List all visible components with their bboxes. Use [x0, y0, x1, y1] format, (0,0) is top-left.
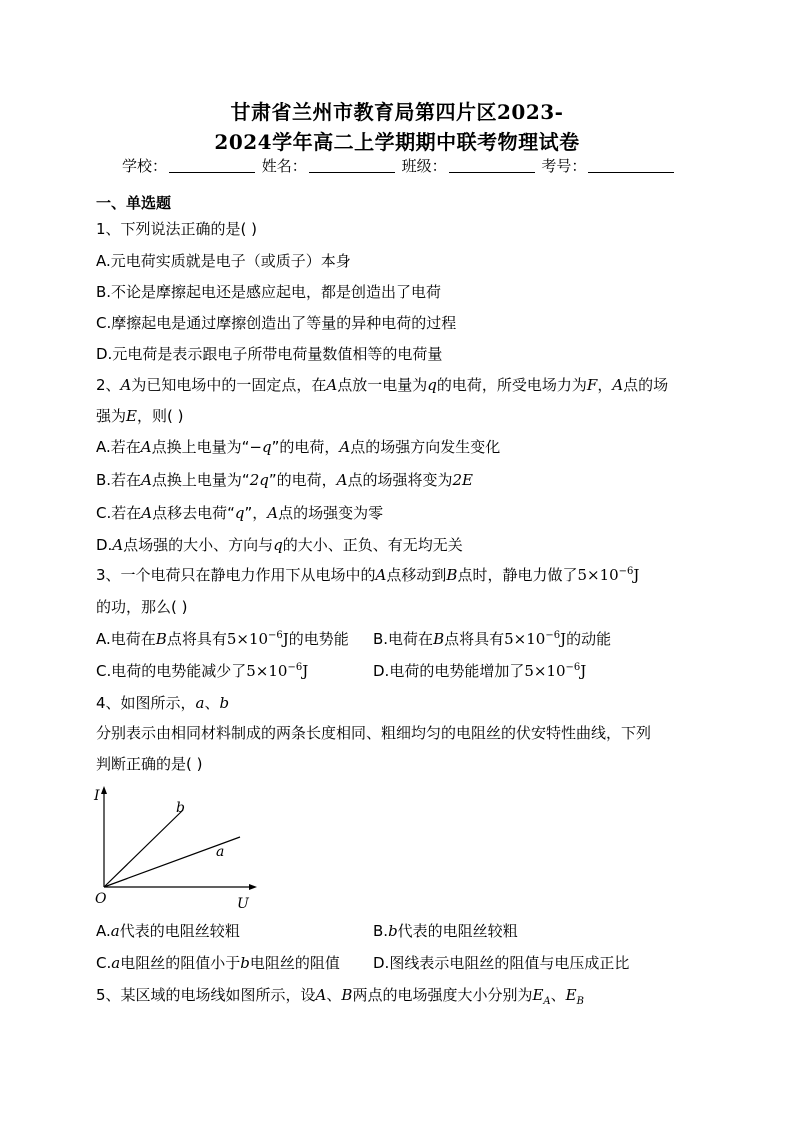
q5-stem-line-1: 5、某区域的电场线如图所示，设A、B两点的电场强度大小分别为$E_A$、$E_B$: [96, 986, 584, 1007]
q3-option-c: C.电荷的电势能减少了$5\times 10^{-6}J$: [96, 662, 309, 680]
q3-option-b: B.电荷在B点将具有$5\times 10^{-6}J$的动能: [373, 630, 612, 648]
iu-characteristic-graph: [92, 784, 262, 914]
title-line-1: 甘肃省兰州市教育局第四片区2023-: [230, 100, 564, 124]
y-axis-label: I: [94, 788, 100, 804]
curve-b: [104, 810, 183, 887]
q4-option-d: D.图线表示电阻丝的阻值与电压成正比: [373, 954, 630, 972]
q1-option-c: C.摩擦起电是通过摩擦创造出了等量的异种电荷的过程: [96, 314, 457, 332]
exam-number-blank[interactable]: [588, 158, 674, 173]
q2-stem-line-2: 强为E，则( ): [96, 407, 184, 425]
q4-option-a: A.a代表的电阻丝较粗: [96, 922, 240, 940]
origin-label: O: [95, 891, 107, 907]
q4-stem-line-3: 判断正确的是( ): [96, 755, 203, 773]
x-axis-label: U: [237, 896, 249, 912]
student-info-row: [122, 155, 676, 176]
q1-option-a: A.元电荷实质就是电子（或质子）本身: [96, 252, 351, 270]
q3-option-a: A.电荷在B点将具有$5\times 10^{-6}J$的电势能: [96, 630, 349, 648]
section-title: 一、单选题: [96, 194, 172, 212]
q1-option-b: B.不论是摩擦起电还是感应起电，都是创造出了电荷: [96, 283, 442, 301]
q3-stem-line-1: 3、一个电荷只在静电力作用下从电场中的A点移动到B点时，静电力做了$5\times 10^{-6}J$: [96, 566, 640, 584]
name-label: 姓名：: [261, 157, 307, 175]
q4-stem-line-1: 4、如图所示，a、b: [96, 694, 230, 712]
q2-option-d: D.A点场强的大小、方向与q的大小、正负、有无均无关: [96, 536, 463, 554]
q3-option-d: D.电荷的电势能增加了$5\times 10^{-6}J$: [373, 662, 587, 680]
q2-stem-line-1: 2、A为已知电场中的一固定点，在A点放一电量为q的电荷，所受电场力为F，A点的场: [96, 376, 669, 394]
q2-option-a: A.若在A点换上电量为“−q”的电荷，A点的场强方向发生变化: [96, 438, 501, 456]
u-axis-arrow-icon: [249, 884, 257, 890]
q4-stem-line-2: 分别表示由相同材料制成的两条长度相同、粗细均匀的电阻丝的伏安特性曲线，下列: [96, 724, 652, 742]
q4-option-b: B.b代表的电阻丝较粗: [373, 922, 518, 940]
q2-option-c: C.若在A点移去电荷“q”，A点的场强变为零: [96, 504, 384, 522]
q3-stem-line-2: 的功，那么( ): [96, 598, 188, 616]
name-blank[interactable]: [309, 158, 395, 173]
class-label: 班级：: [401, 157, 447, 175]
curve-a-label: a: [216, 844, 225, 860]
q4-option-c: C.a电阻丝的阻值小于b电阻丝的阻值: [96, 954, 340, 972]
q1-stem: 1、下列说法正确的是( ): [96, 220, 258, 238]
i-axis-arrow-icon: [101, 786, 107, 794]
q1-option-d: D.元电荷是表示跟电子所带电荷量数值相等的电荷量: [96, 345, 443, 363]
curve-b-label: b: [176, 800, 185, 816]
q2-option-b: B.若在A点换上电量为“2q”的电荷，A点的场强将变为2E: [96, 471, 473, 489]
exam-number-label: 考号：: [541, 157, 587, 175]
school-blank[interactable]: [169, 158, 255, 173]
school-label: 学校：: [122, 157, 168, 175]
title-line-2: 2024学年高二上学期期中联考物理试卷: [214, 130, 580, 154]
class-blank[interactable]: [449, 158, 535, 173]
